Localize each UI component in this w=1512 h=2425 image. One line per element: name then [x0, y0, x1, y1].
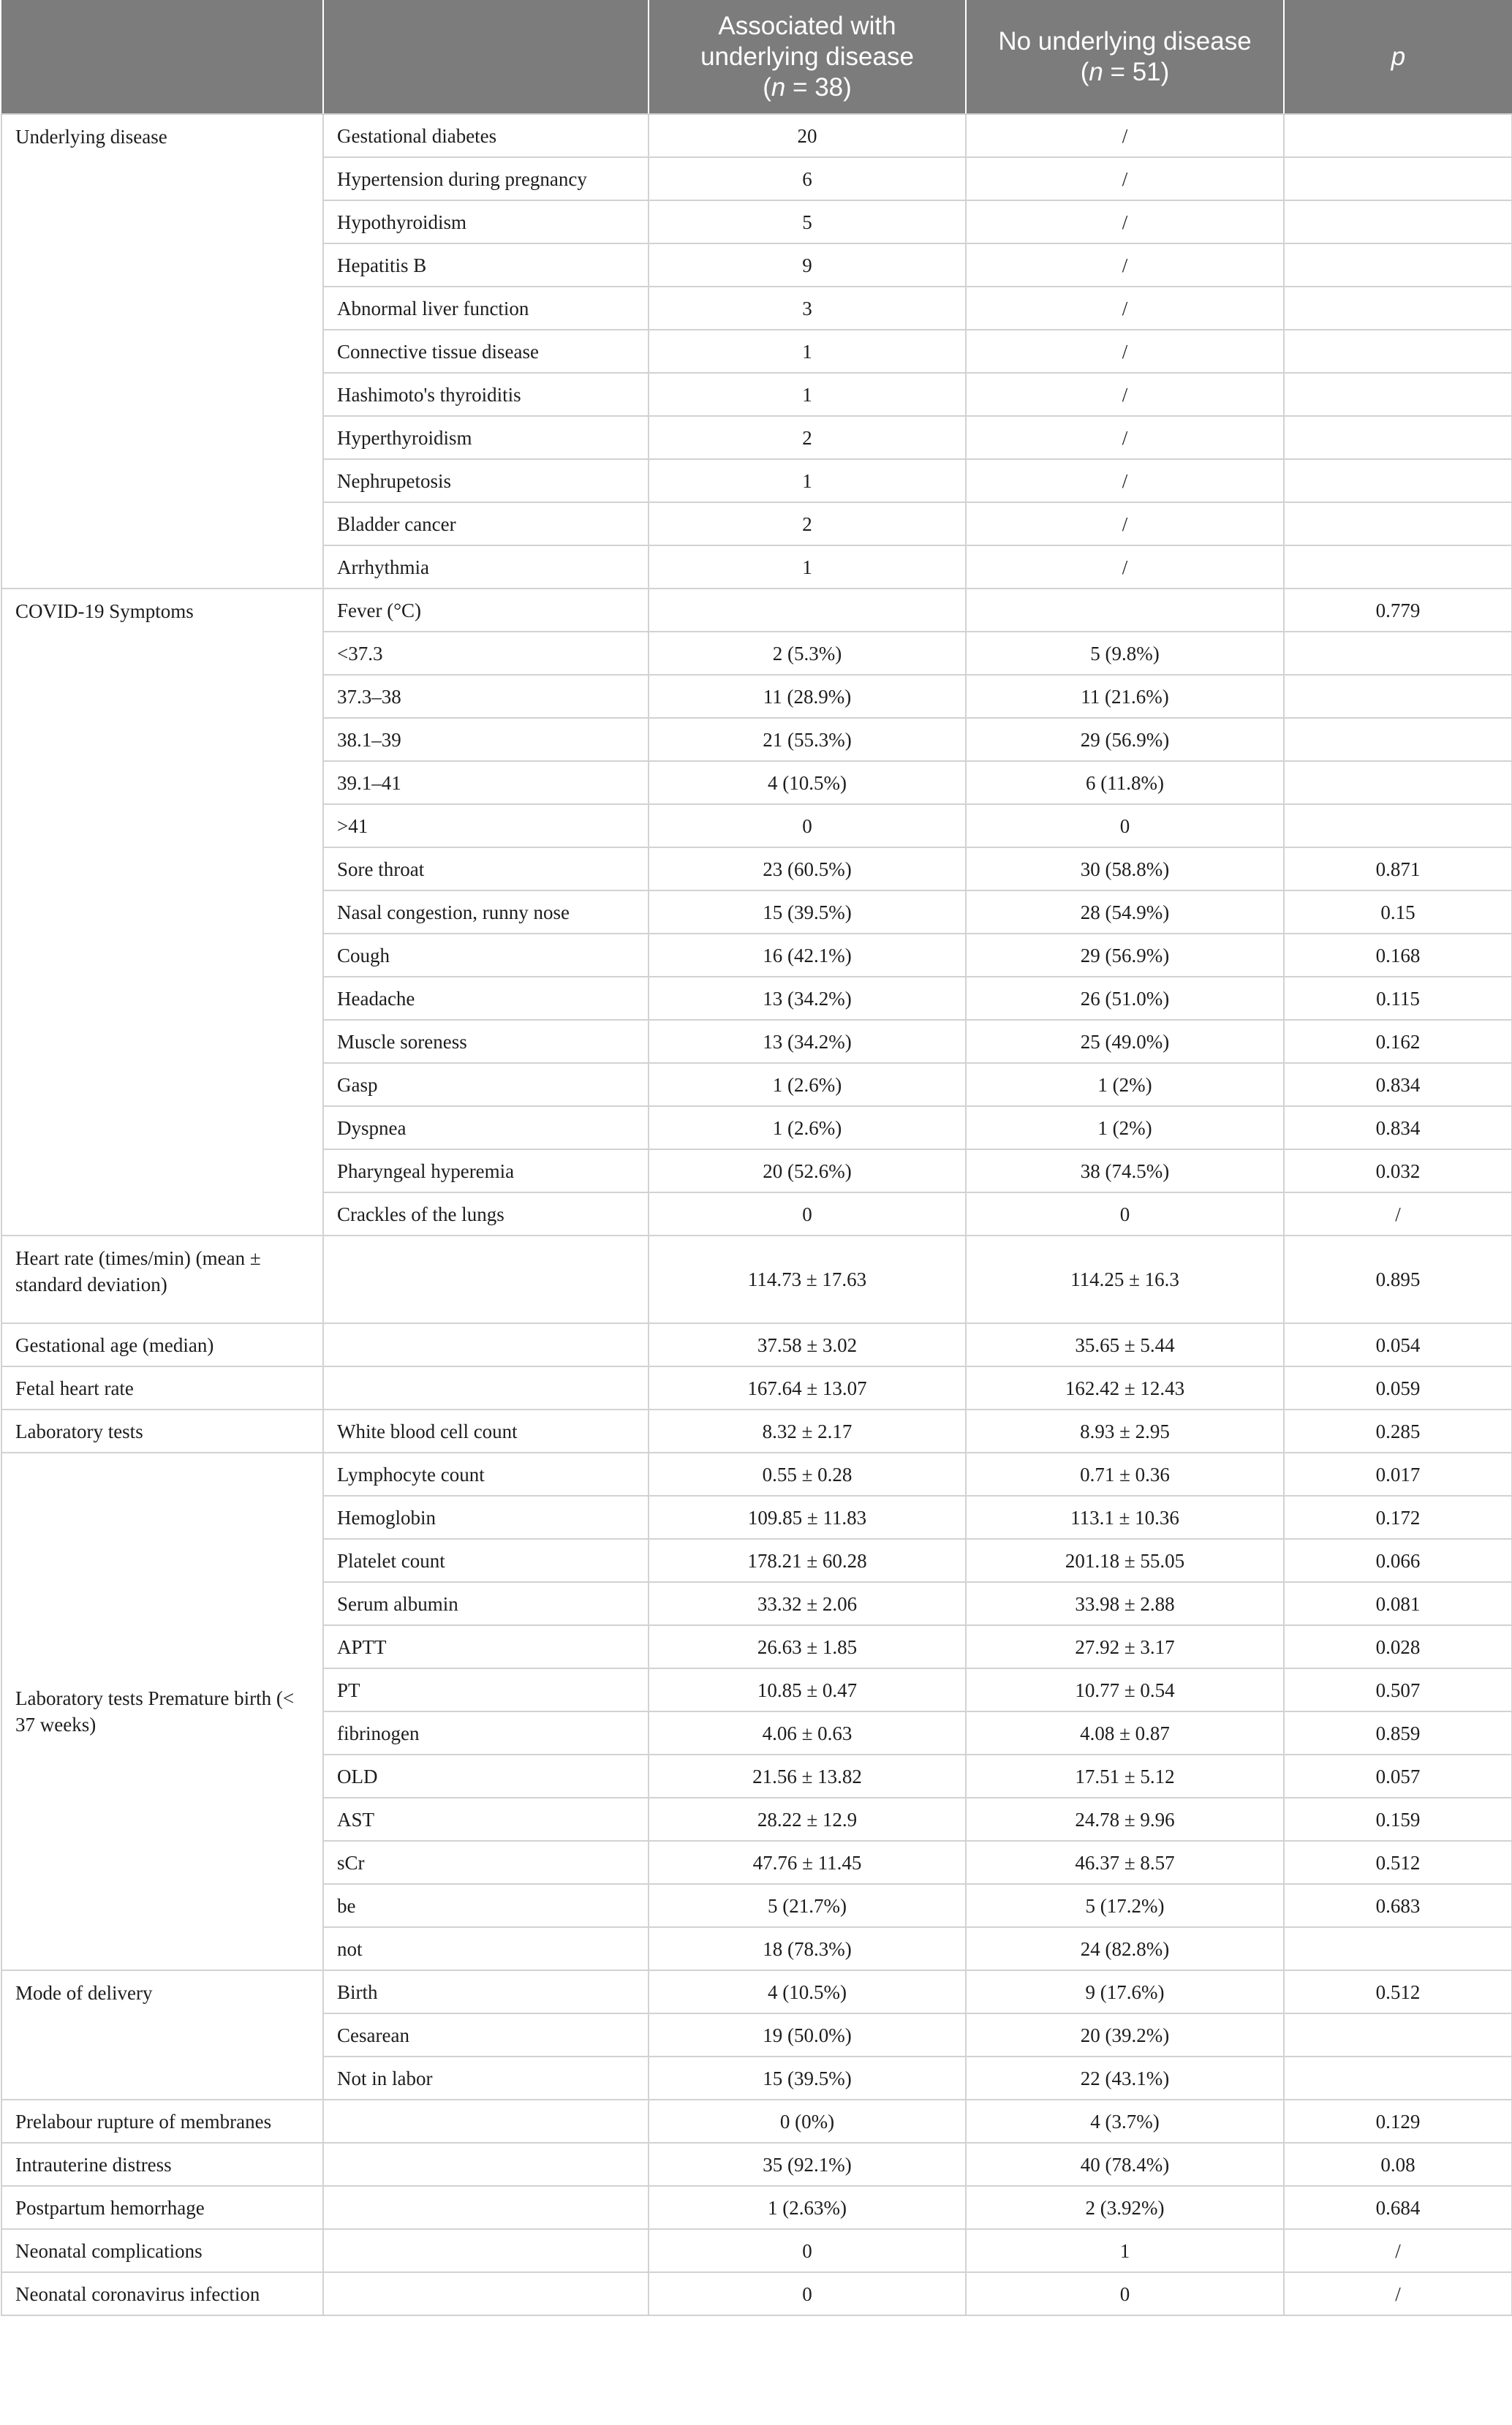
table-row: [1, 2143, 1512, 2186]
header-associated-line2: underlying disease: [700, 42, 914, 71]
value-associated: 2: [649, 502, 966, 545]
value-associated: 1: [649, 330, 966, 373]
value-p: 0.285: [1284, 1410, 1512, 1453]
value-no-underlying: 40 (78.4%): [966, 2143, 1284, 2186]
row-label: [323, 2186, 649, 2229]
value-p: 0.871: [1284, 847, 1512, 890]
value-no-underlying: 0: [966, 2272, 1284, 2315]
value-p: /: [1284, 1192, 1512, 1236]
row-label: Cesarean: [323, 2013, 649, 2057]
value-no-underlying: 35.65 ± 5.44: [966, 1323, 1284, 1366]
header-associated-line1: Associated with: [718, 11, 896, 40]
row-main-label: Gestational age (median): [1, 1323, 323, 1366]
data-table: [1, 0, 1512, 2316]
value-p: 0.895: [1284, 1236, 1512, 1323]
value-p: [1284, 502, 1512, 545]
table-row: [1, 2100, 1512, 2143]
row-label: Hemoglobin: [323, 1496, 649, 1539]
row-main-label: Laboratory tests: [1, 1410, 323, 1453]
group-label-mode-of-delivery: Mode of delivery: [1, 1970, 323, 2100]
value-associated: 15 (39.5%): [649, 890, 966, 934]
row-label: Cough: [323, 934, 649, 977]
value-p: 0.054: [1284, 1323, 1512, 1366]
row-label: fibrinogen: [323, 1711, 649, 1755]
row-label: Lymphocyte count: [323, 1453, 649, 1496]
value-p: [1284, 2057, 1512, 2100]
value-associated: 10.85 ± 0.47: [649, 1668, 966, 1711]
row-main-label: Prelabour rupture of membranes: [1, 2100, 323, 2143]
row-label: APTT: [323, 1625, 649, 1668]
value-associated: 0 (0%): [649, 2100, 966, 2143]
value-associated: 2 (5.3%): [649, 632, 966, 675]
value-p: 0.834: [1284, 1063, 1512, 1106]
header-no-underlying-n: n: [1089, 57, 1103, 86]
value-associated: 28.22 ± 12.9: [649, 1798, 966, 1841]
value-associated: 47.76 ± 11.45: [649, 1841, 966, 1884]
value-no-underlying: /: [966, 157, 1284, 200]
value-associated: 37.58 ± 3.02: [649, 1323, 966, 1366]
row-label: <37.3: [323, 632, 649, 675]
row-label: Serum albumin: [323, 1582, 649, 1625]
value-associated: 109.85 ± 11.83: [649, 1496, 966, 1539]
value-no-underlying: 4.08 ± 0.87: [966, 1711, 1284, 1755]
value-no-underlying: 24 (82.8%): [966, 1927, 1284, 1970]
row-label: PT: [323, 1668, 649, 1711]
header-associated-paren: (: [763, 72, 771, 102]
value-associated: 11 (28.9%): [649, 675, 966, 718]
row-label: [323, 2143, 649, 2186]
value-p: 0.15: [1284, 890, 1512, 934]
group-label-lab-premature: Laboratory tests Premature birth (< 37 weeks): [1, 1453, 323, 1970]
value-no-underlying: /: [966, 200, 1284, 243]
value-p: 0.08: [1284, 2143, 1512, 2186]
value-associated: 3: [649, 287, 966, 330]
group-label-underlying-disease: Underlying disease: [1, 114, 323, 589]
table-row: [1, 1970, 1512, 2013]
row-label: Hypothyroidism: [323, 200, 649, 243]
value-no-underlying: /: [966, 416, 1284, 459]
value-p: 0.162: [1284, 1020, 1512, 1063]
row-label: Birth: [323, 1970, 649, 2013]
value-p: 0.028: [1284, 1625, 1512, 1668]
value-p: [1284, 243, 1512, 287]
value-no-underlying: /: [966, 114, 1284, 157]
row-label: Dyspnea: [323, 1106, 649, 1149]
value-no-underlying: 38 (74.5%): [966, 1149, 1284, 1192]
value-associated: 13 (34.2%): [649, 977, 966, 1020]
row-label: Hashimoto's thyroiditis: [323, 373, 649, 416]
value-no-underlying: 162.42 ± 12.43: [966, 1366, 1284, 1410]
value-p: 0.032: [1284, 1149, 1512, 1192]
value-p: [1284, 200, 1512, 243]
value-p: 0.115: [1284, 977, 1512, 1020]
value-p: 0.683: [1284, 1884, 1512, 1927]
row-label: OLD: [323, 1755, 649, 1798]
header-row: [1, 0, 1512, 114]
row-label: White blood cell count: [323, 1410, 649, 1453]
header-no-underlying-line1: No underlying disease: [998, 26, 1252, 56]
row-label: [323, 2229, 649, 2272]
value-associated: 1: [649, 545, 966, 589]
value-associated: 15 (39.5%): [649, 2057, 966, 2100]
value-associated: 4.06 ± 0.63: [649, 1711, 966, 1755]
value-no-underlying: 46.37 ± 8.57: [966, 1841, 1284, 1884]
value-no-underlying: 25 (49.0%): [966, 1020, 1284, 1063]
value-associated: 1 (2.6%): [649, 1106, 966, 1149]
header-associated: [649, 0, 966, 114]
row-main-label: Fetal heart rate: [1, 1366, 323, 1410]
row-label: 39.1–41: [323, 761, 649, 804]
row-label: sCr: [323, 1841, 649, 1884]
row-label: AST: [323, 1798, 649, 1841]
value-associated: 20: [649, 114, 966, 157]
value-no-underlying: 1: [966, 2229, 1284, 2272]
value-p: [1284, 114, 1512, 157]
value-no-underlying: 20 (39.2%): [966, 2013, 1284, 2057]
header-p-label: p: [1391, 42, 1406, 71]
value-associated: 0: [649, 804, 966, 847]
value-associated: 35 (92.1%): [649, 2143, 966, 2186]
value-associated: 0: [649, 2272, 966, 2315]
value-no-underlying: 5 (17.2%): [966, 1884, 1284, 1927]
value-no-underlying: /: [966, 545, 1284, 589]
value-associated: 167.64 ± 13.07: [649, 1366, 966, 1410]
value-associated: 18 (78.3%): [649, 1927, 966, 1970]
table-row: [1, 114, 1512, 157]
table-row: [1, 1410, 1512, 1453]
value-p: 0.159: [1284, 1798, 1512, 1841]
value-p: 0.168: [1284, 934, 1512, 977]
value-p: 0.512: [1284, 1841, 1512, 1884]
value-associated: 4 (10.5%): [649, 761, 966, 804]
table-row: [1, 2272, 1512, 2315]
value-associated: [649, 589, 966, 632]
value-associated: 13 (34.2%): [649, 1020, 966, 1063]
value-p: 0.779: [1284, 589, 1512, 632]
value-associated: 1 (2.63%): [649, 2186, 966, 2229]
header-no-underlying: [966, 0, 1284, 114]
row-label: [323, 1323, 649, 1366]
table-row: [1, 1366, 1512, 1410]
row-label: Sore throat: [323, 847, 649, 890]
value-associated: 33.32 ± 2.06: [649, 1582, 966, 1625]
value-no-underlying: 10.77 ± 0.54: [966, 1668, 1284, 1711]
row-label: Hepatitis B: [323, 243, 649, 287]
row-label: Abnormal liver function: [323, 287, 649, 330]
value-associated: 19 (50.0%): [649, 2013, 966, 2057]
value-p: 0.512: [1284, 1970, 1512, 2013]
value-p: /: [1284, 2229, 1512, 2272]
row-label: Bladder cancer: [323, 502, 649, 545]
value-no-underlying: 5 (9.8%): [966, 632, 1284, 675]
row-label: >41: [323, 804, 649, 847]
value-associated: 5 (21.7%): [649, 1884, 966, 1927]
value-no-underlying: 0.71 ± 0.36: [966, 1453, 1284, 1496]
value-p: 0.059: [1284, 1366, 1512, 1410]
value-p: 0.834: [1284, 1106, 1512, 1149]
value-associated: 23 (60.5%): [649, 847, 966, 890]
value-associated: 20 (52.6%): [649, 1149, 966, 1192]
value-no-underlying: 201.18 ± 55.05: [966, 1539, 1284, 1582]
row-label: be: [323, 1884, 649, 1927]
value-p: [1284, 2013, 1512, 2057]
value-associated: 2: [649, 416, 966, 459]
value-no-underlying: /: [966, 459, 1284, 502]
row-label: Nasal congestion, runny nose: [323, 890, 649, 934]
value-no-underlying: 8.93 ± 2.95: [966, 1410, 1284, 1453]
row-label: Headache: [323, 977, 649, 1020]
value-associated: 26.63 ± 1.85: [649, 1625, 966, 1668]
table-row: [1, 1453, 1512, 1496]
value-p: [1284, 675, 1512, 718]
value-no-underlying: 28 (54.9%): [966, 890, 1284, 934]
row-label: 38.1–39: [323, 718, 649, 761]
table-row: [1, 1323, 1512, 1366]
value-no-underlying: 6 (11.8%): [966, 761, 1284, 804]
value-p: [1284, 373, 1512, 416]
value-associated: 9: [649, 243, 966, 287]
value-p: /: [1284, 2272, 1512, 2315]
value-no-underlying: /: [966, 502, 1284, 545]
value-no-underlying: /: [966, 243, 1284, 287]
value-associated: 21 (55.3%): [649, 718, 966, 761]
row-label: not: [323, 1927, 649, 1970]
value-no-underlying: /: [966, 373, 1284, 416]
value-associated: 16 (42.1%): [649, 934, 966, 977]
value-p: [1284, 804, 1512, 847]
value-p: [1284, 632, 1512, 675]
value-associated: 8.32 ± 2.17: [649, 1410, 966, 1453]
table-header: [1, 0, 1512, 114]
value-no-underlying: 22 (43.1%): [966, 2057, 1284, 2100]
table-row: [1, 2229, 1512, 2272]
row-main-label: Intrauterine distress: [1, 2143, 323, 2186]
value-p: 0.017: [1284, 1453, 1512, 1496]
row-label: Gestational diabetes: [323, 114, 649, 157]
value-associated: 1: [649, 459, 966, 502]
value-p: 0.859: [1284, 1711, 1512, 1755]
value-no-underlying: 1 (2%): [966, 1106, 1284, 1149]
value-p: [1284, 416, 1512, 459]
value-no-underlying: 113.1 ± 10.36: [966, 1496, 1284, 1539]
value-no-underlying: [966, 589, 1284, 632]
row-label: [323, 1366, 649, 1410]
row-label: Hypertension during pregnancy: [323, 157, 649, 200]
row-main-label: Postpartum hemorrhage: [1, 2186, 323, 2229]
header-no-underlying-nval: = 51): [1103, 57, 1170, 86]
row-label: Fever (°C): [323, 589, 649, 632]
value-p: 0.172: [1284, 1496, 1512, 1539]
value-p: 0.507: [1284, 1668, 1512, 1711]
row-label: [323, 1236, 649, 1323]
value-associated: 0: [649, 1192, 966, 1236]
row-label: Gasp: [323, 1063, 649, 1106]
value-p: 0.066: [1284, 1539, 1512, 1582]
value-no-underlying: 17.51 ± 5.12: [966, 1755, 1284, 1798]
value-p: [1284, 718, 1512, 761]
row-label: [323, 2272, 649, 2315]
value-no-underlying: 1 (2%): [966, 1063, 1284, 1106]
table-row: [1, 2186, 1512, 2229]
value-no-underlying: 0: [966, 1192, 1284, 1236]
value-no-underlying: 9 (17.6%): [966, 1970, 1284, 2013]
table-row: [1, 589, 1512, 632]
value-p: [1284, 545, 1512, 589]
value-associated: 1: [649, 373, 966, 416]
value-associated: 0: [649, 2229, 966, 2272]
row-label: Platelet count: [323, 1539, 649, 1582]
row-label: Connective tissue disease: [323, 330, 649, 373]
value-no-underlying: 114.25 ± 16.3: [966, 1236, 1284, 1323]
header-col2: [323, 0, 649, 114]
value-no-underlying: 24.78 ± 9.96: [966, 1798, 1284, 1841]
value-associated: 114.73 ± 17.63: [649, 1236, 966, 1323]
row-label: [323, 2100, 649, 2143]
value-no-underlying: 2 (3.92%): [966, 2186, 1284, 2229]
table-row: [1, 1236, 1512, 1323]
row-label: Not in labor: [323, 2057, 649, 2100]
header-associated-nval: = 38): [785, 72, 852, 102]
header-p-value: [1284, 0, 1512, 114]
value-p: [1284, 287, 1512, 330]
value-p: [1284, 157, 1512, 200]
row-label: Pharyngeal hyperemia: [323, 1149, 649, 1192]
value-no-underlying: 33.98 ± 2.88: [966, 1582, 1284, 1625]
value-associated: 1 (2.6%): [649, 1063, 966, 1106]
value-associated: 178.21 ± 60.28: [649, 1539, 966, 1582]
value-p: 0.129: [1284, 2100, 1512, 2143]
row-main-label: Neonatal complications: [1, 2229, 323, 2272]
row-label: Arrhythmia: [323, 545, 649, 589]
row-label: Nephrupetosis: [323, 459, 649, 502]
value-p: [1284, 459, 1512, 502]
header-no-underlying-paren: (: [1080, 57, 1089, 86]
value-no-underlying: 0: [966, 804, 1284, 847]
row-label: 37.3–38: [323, 675, 649, 718]
header-associated-n: n: [771, 72, 786, 102]
value-no-underlying: 29 (56.9%): [966, 934, 1284, 977]
value-no-underlying: 26 (51.0%): [966, 977, 1284, 1020]
value-no-underlying: 4 (3.7%): [966, 2100, 1284, 2143]
value-p: 0.057: [1284, 1755, 1512, 1798]
value-p: [1284, 1927, 1512, 1970]
row-main-label: Neonatal coronavirus infection: [1, 2272, 323, 2315]
row-main-label: Heart rate (times/min) (mean ± standard deviation): [1, 1236, 323, 1323]
value-p: [1284, 330, 1512, 373]
value-associated: 6: [649, 157, 966, 200]
group-label-covid-symptoms: COVID-19 Symptoms: [1, 589, 323, 1236]
value-no-underlying: /: [966, 330, 1284, 373]
value-associated: 5: [649, 200, 966, 243]
value-associated: 0.55 ± 0.28: [649, 1453, 966, 1496]
value-no-underlying: 30 (58.8%): [966, 847, 1284, 890]
header-col1: [1, 0, 323, 114]
table-body: [1, 114, 1512, 2315]
value-no-underlying: 11 (21.6%): [966, 675, 1284, 718]
value-associated: 4 (10.5%): [649, 1970, 966, 2013]
row-label: Hyperthyroidism: [323, 416, 649, 459]
value-p: 0.684: [1284, 2186, 1512, 2229]
value-no-underlying: 27.92 ± 3.17: [966, 1625, 1284, 1668]
value-p: 0.081: [1284, 1582, 1512, 1625]
row-label: Muscle soreness: [323, 1020, 649, 1063]
value-no-underlying: /: [966, 287, 1284, 330]
value-p: [1284, 761, 1512, 804]
value-associated: 21.56 ± 13.82: [649, 1755, 966, 1798]
value-no-underlying: 29 (56.9%): [966, 718, 1284, 761]
row-label: Crackles of the lungs: [323, 1192, 649, 1236]
